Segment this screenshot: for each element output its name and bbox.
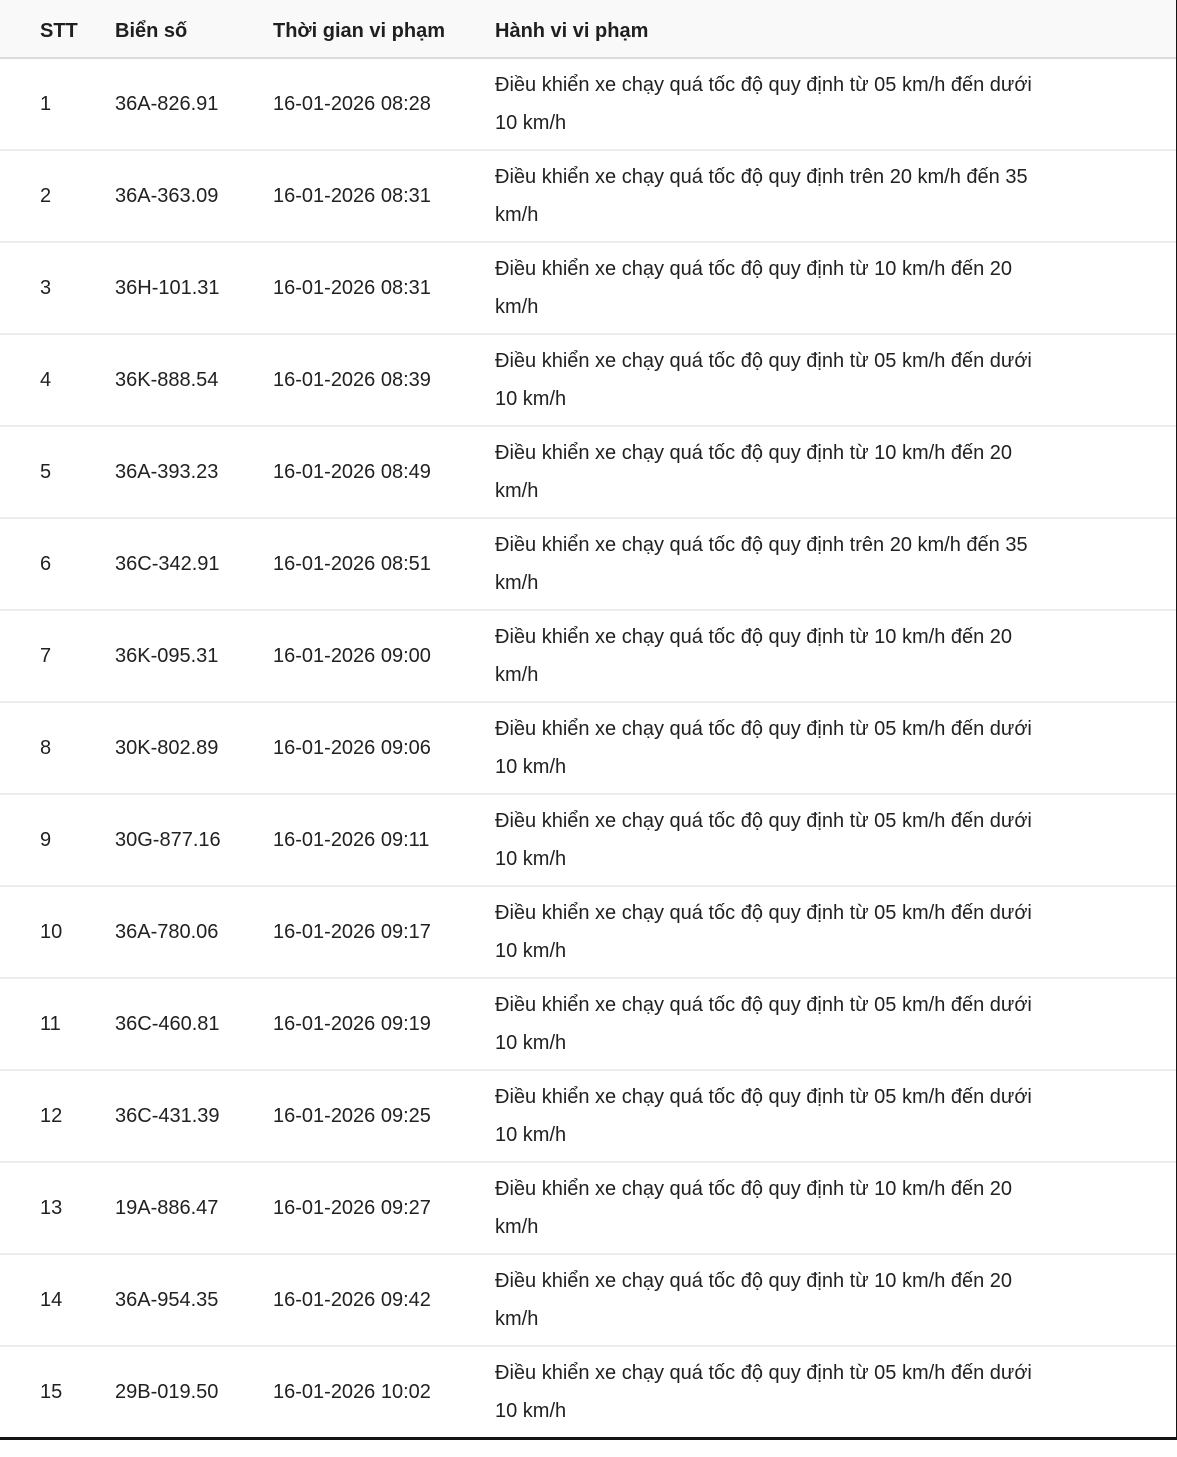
behavior-line-2: 10 km/h (495, 388, 567, 410)
plate-cell: 36C-431.39 (115, 1070, 273, 1162)
table-row (0, 426, 1177, 518)
behavior-line-2: km/h (495, 480, 539, 502)
stt-cell: 15 (0, 1346, 115, 1438)
behavior-line-1: Điều khiển xe chạy quá tốc độ quy định từ 10 km/h đến 20 (495, 1178, 1013, 1200)
stt-cell: 14 (0, 1254, 115, 1346)
behavior-line-2: km/h (495, 1308, 539, 1330)
behavior-cell (495, 610, 1177, 702)
plate-cell: 29B-019.50 (115, 1346, 273, 1438)
behavior-line-2: km/h (495, 664, 539, 686)
behavior-line-2: 10 km/h (495, 848, 567, 870)
plate-cell: 36C-460.81 (115, 978, 273, 1070)
time-cell: 16-01-2026 08:51 (273, 518, 495, 610)
behavior-line-2: km/h (495, 1216, 539, 1238)
behavior-line-2: 10 km/h (495, 1032, 567, 1054)
plate-cell: 36H-101.31 (115, 242, 273, 334)
behavior-line-1: Điều khiển xe chạy quá tốc độ quy định từ 10 km/h đến 20 (495, 258, 1013, 280)
plate-cell: 36C-342.91 (115, 518, 273, 610)
table-header (0, 0, 1177, 58)
plate-cell: 36A-826.91 (115, 58, 273, 150)
behavior-line-1: Điều khiển xe chạy quá tốc độ quy định từ 05 km/h đến dưới (495, 1361, 1032, 1384)
time-cell: 16-01-2026 08:28 (273, 58, 495, 150)
stt-cell: 7 (0, 610, 115, 702)
time-cell: 16-01-2026 08:49 (273, 426, 495, 518)
table-row (0, 1162, 1177, 1254)
table-row (0, 886, 1177, 978)
behavior-line-1: Điều khiển xe chạy quá tốc độ quy định từ 10 km/h đến 20 (495, 442, 1013, 464)
time-cell: 16-01-2026 08:31 (273, 242, 495, 334)
behavior-line-1: Điều khiển xe chạy quá tốc độ quy định từ 05 km/h đến dưới (495, 810, 1032, 832)
time-cell: 16-01-2026 10:02 (273, 1346, 495, 1438)
table-row (0, 334, 1177, 426)
time-cell: 16-01-2026 09:25 (273, 1070, 495, 1162)
column-header-behavior: Hành vi vi phạm (495, 0, 1177, 58)
behavior-line-2: 10 km/h (495, 940, 567, 962)
stt-cell: 12 (0, 1070, 115, 1162)
time-cell: 16-01-2026 09:11 (273, 794, 495, 886)
behavior-cell (495, 518, 1177, 610)
behavior-line-1: Điều khiển xe chạy quá tốc độ quy định từ 05 km/h đến dưới (495, 718, 1032, 740)
table-row (0, 978, 1177, 1070)
behavior-line-1: Điều khiển xe chạy quá tốc độ quy định từ 05 km/h đến dưới (495, 994, 1032, 1016)
plate-cell: 19A-886.47 (115, 1162, 273, 1254)
behavior-cell (495, 794, 1177, 886)
stt-cell: 11 (0, 978, 115, 1070)
time-cell: 16-01-2026 09:27 (273, 1162, 495, 1254)
behavior-line-2: 10 km/h (495, 1399, 567, 1422)
behavior-cell (495, 1070, 1177, 1162)
behavior-cell (495, 886, 1177, 978)
behavior-line-1: Điều khiển xe chạy quá tốc độ quy định từ 10 km/h đến 20 (495, 1270, 1013, 1292)
behavior-line-2: km/h (495, 572, 539, 594)
table-row (0, 1346, 1177, 1438)
behavior-cell (495, 150, 1177, 242)
behavior-cell (495, 1346, 1177, 1438)
plate-cell: 36A-954.35 (115, 1254, 273, 1346)
behavior-cell (495, 426, 1177, 518)
plate-cell: 36K-095.31 (115, 610, 273, 702)
table-body (0, 58, 1177, 1438)
behavior-line-1: Điều khiển xe chạy quá tốc độ quy định từ 05 km/h đến dưới (495, 350, 1032, 372)
stt-cell: 2 (0, 150, 115, 242)
stt-cell: 8 (0, 702, 115, 794)
time-cell: 16-01-2026 09:00 (273, 610, 495, 702)
behavior-cell (495, 242, 1177, 334)
stt-cell: 10 (0, 886, 115, 978)
table-row (0, 794, 1177, 886)
behavior-line-2: 10 km/h (495, 756, 567, 778)
table-row (0, 150, 1177, 242)
table-row (0, 1070, 1177, 1162)
behavior-cell (495, 1254, 1177, 1346)
stt-cell: 1 (0, 58, 115, 150)
plate-cell: 36A-363.09 (115, 150, 273, 242)
table-row (0, 518, 1177, 610)
column-header-time: Thời gian vi phạm (273, 0, 495, 58)
behavior-cell (495, 58, 1177, 150)
header-row (0, 0, 1177, 58)
column-header-plate: Biển số (115, 0, 273, 58)
behavior-line-2: 10 km/h (495, 112, 567, 134)
table-row (0, 1254, 1177, 1346)
behavior-line-1: Điều khiển xe chạy quá tốc độ quy định trên 20 km/h đến 35 (495, 166, 1028, 188)
table-row (0, 58, 1177, 150)
table-row (0, 610, 1177, 702)
plate-cell: 36A-393.23 (115, 426, 273, 518)
behavior-cell (495, 978, 1177, 1070)
behavior-line-1: Điều khiển xe chạy quá tốc độ quy định trên 20 km/h đến 35 (495, 534, 1028, 556)
stt-cell: 6 (0, 518, 115, 610)
table-row (0, 702, 1177, 794)
stt-cell: 13 (0, 1162, 115, 1254)
time-cell: 16-01-2026 08:39 (273, 334, 495, 426)
behavior-line-1: Điều khiển xe chạy quá tốc độ quy định từ 05 km/h đến dưới (495, 1086, 1032, 1108)
plate-cell: 30G-877.16 (115, 794, 273, 886)
time-cell: 16-01-2026 09:17 (273, 886, 495, 978)
time-cell: 16-01-2026 09:42 (273, 1254, 495, 1346)
plate-cell: 30K-802.89 (115, 702, 273, 794)
plate-cell: 36A-780.06 (115, 886, 273, 978)
behavior-line-2: km/h (495, 204, 539, 226)
time-cell: 16-01-2026 09:06 (273, 702, 495, 794)
stt-cell: 5 (0, 426, 115, 518)
behavior-line-1: Điều khiển xe chạy quá tốc độ quy định từ 05 km/h đến dưới (495, 902, 1032, 924)
stt-cell: 9 (0, 794, 115, 886)
behavior-line-2: 10 km/h (495, 1124, 567, 1146)
behavior-line-1: Điều khiển xe chạy quá tốc độ quy định từ 10 km/h đến 20 (495, 626, 1013, 648)
stt-cell: 4 (0, 334, 115, 426)
column-header-stt: STT (0, 0, 115, 58)
behavior-line-1: Điều khiển xe chạy quá tốc độ quy định từ 05 km/h đến dưới (495, 74, 1032, 96)
table-row (0, 242, 1177, 334)
behavior-cell (495, 1162, 1177, 1254)
time-cell: 16-01-2026 08:31 (273, 150, 495, 242)
time-cell: 16-01-2026 09:19 (273, 978, 495, 1070)
behavior-line-2: km/h (495, 296, 539, 318)
stt-cell: 3 (0, 242, 115, 334)
behavior-cell (495, 334, 1177, 426)
behavior-cell (495, 702, 1177, 794)
plate-cell: 36K-888.54 (115, 334, 273, 426)
